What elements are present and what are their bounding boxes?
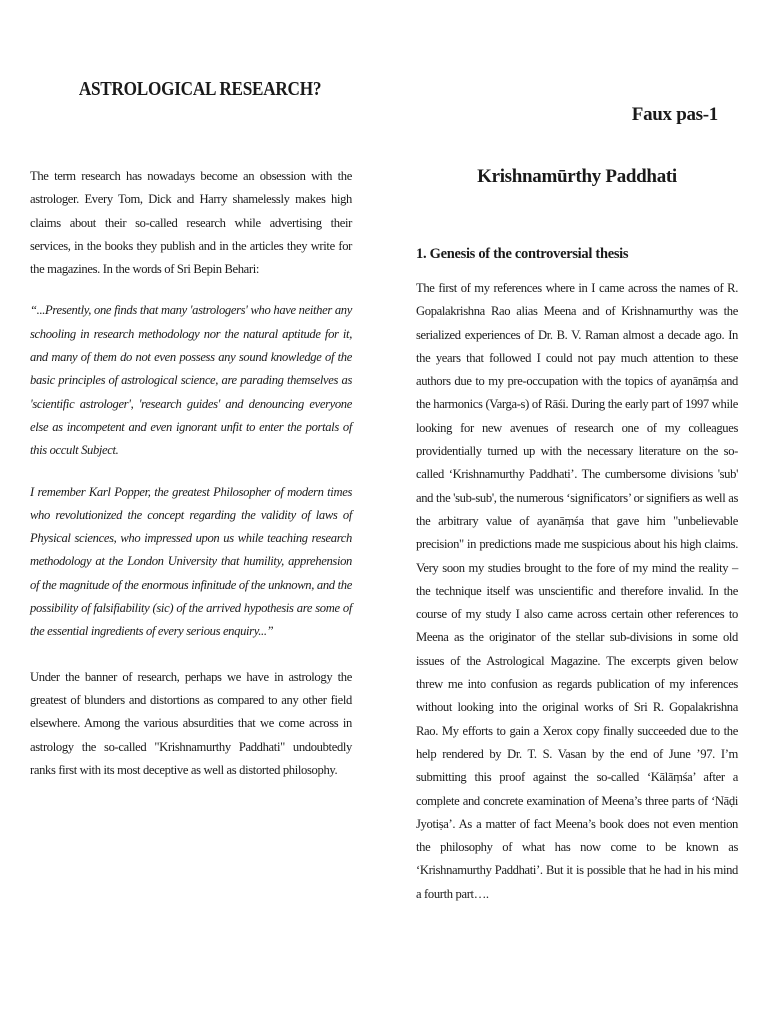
section-paragraph: The first of my references where in I came across the names of R. Gopalakrishna Rao alias Meena and of Krishnamurthy was the serialized experiences of Dr. B. V. Raman almost a decade ago. In the years that followed I could not pay much attention to these authors due to my pre-occupation with the topics of ayanāṃśa and the harmonics (Varga-s) of Rāśi. During the early part of 1997 while looking for new avenues of research one of my colleagues providentially turned up with the necessary literature on the so-called ‘Krishnamurthy Paddhati’. The cumbersome divisions 'sub' and the 'sub-sub', the numerous ‘significators’ or signifiers as well as the arbitrary value of ayanāṃśa that gave him "unbelievable precision" in predictions made me suspicious about his high claims. Very soon my studies brought to the fore of my mind the reality – the technique itself was unscientific and therefore invalid. In the course of my study I also came across certain other references to Meena as the originator of the stellar sub-divisions in some old issues of the Astrological Magazine. The excerpts given below threw me into confusion as regards publication of my inferences without looking into the original works of Sri R. Gopalakrishna Rao. My efforts to gain a Xerox copy finally succeeded due to the help rendered by Dr. T. S. Vasan by the end of June ’97. I’m submitting this proof against the so-called ‘Kālāṃśa’ after a complete and concrete examination of Meena’s three parts of ‘Nāḍi Jyotiṣa’. As a matter of fact Meena’s book does not even mention the philosophy of what has now come to be known as ‘Krishnamurthy Paddhati’. But it is possible that he had in his mind a fourth part….	[416, 281, 738, 901]
chapter-title: Faux pas-1	[631, 104, 718, 125]
right-page	[416, 104, 738, 906]
intro-paragraph: The term research has nowadays become an obsession with the astrologer. Every Tom, Dick and Harry shamelessly makes high claims about their so-called research while advertising their services, in the books they publish and in the articles they write for the magazines. In the words of Sri Bepin Behari:	[30, 169, 352, 277]
chapter-subtitle: Krishnamūrthy Paddhati	[477, 166, 677, 187]
closing-paragraph: Under the banner of research, perhaps we have in astrology the greatest of blunders and distortions as compared to any other field elsewhere. Among the various absurdities that we come across in astrology the so-called "Krishnamurthy Paddhati" undoubtedly ranks first with its most deceptive as well as distorted philosophy.	[30, 669, 352, 777]
quote-paragraph-1: “...Presently, one finds that many 'astrologers' who have neither any schooling in research methodology nor the natural aptitude for it, and many of them do not even possess any sound knowledge of the basic principles of astrological science, are parading themselves as 'scientific astrologer', 'research guides' and denouncing everyone else as incompetent and even ignorant unfit to enter the portals of this occult Subject.	[30, 303, 352, 458]
quote-paragraph-2: I remember Karl Popper, the greatest Philosopher of modern times who revolutionized the concept regarding the validity of laws of Physical sciences, who impressed upon us while teaching research methodology at the London University that humility, apprehension of the magnitude of the enormous infinitude of the unknown, and the possibility of falsifiability (sic) of the arrived hypothesis are some of the essential ingredients of every serious enquiry...”	[30, 484, 352, 639]
page-title: ASTROLOGICAL RESEARCH?	[78, 78, 322, 100]
left-page	[30, 78, 352, 782]
section-heading: 1. Genesis of the controversial thesis	[416, 246, 629, 262]
